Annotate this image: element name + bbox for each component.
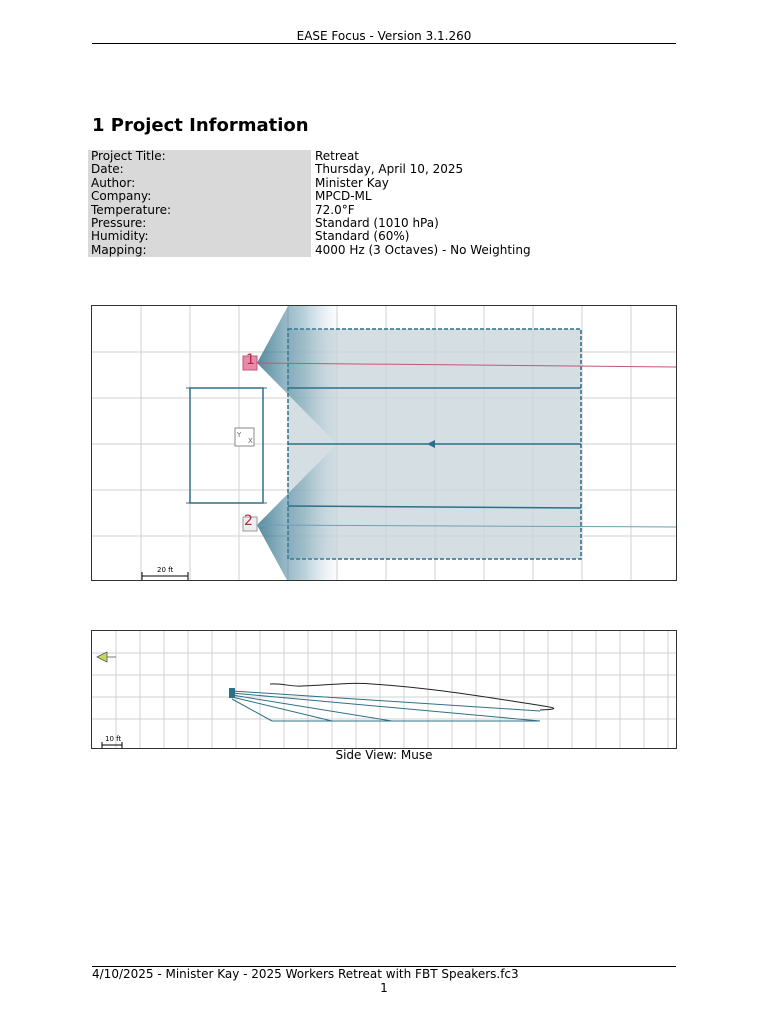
info-label: Temperature: bbox=[88, 204, 311, 217]
side-scale-label: 10 ft bbox=[105, 735, 122, 743]
info-value: MPCD-ML bbox=[315, 189, 372, 204]
plan-view-svg bbox=[92, 306, 677, 581]
info-row bbox=[88, 163, 676, 176]
project-info-table bbox=[88, 150, 676, 257]
speaker-2-label: 2 bbox=[244, 513, 253, 529]
info-row bbox=[88, 230, 676, 243]
axis-y-label: Y bbox=[237, 431, 242, 439]
info-row bbox=[88, 217, 676, 230]
info-label: Pressure: bbox=[88, 217, 311, 230]
info-value: 4000 Hz (3 Octaves) - No Weighting bbox=[315, 242, 531, 257]
info-label: Project Title: bbox=[88, 150, 311, 163]
speaker-rays bbox=[232, 691, 540, 721]
info-value: 72.0°F bbox=[315, 202, 355, 217]
header-rule bbox=[92, 43, 676, 44]
axis-x-label: X bbox=[248, 437, 253, 445]
footer-text: 4/10/2025 - Minister Kay - 2025 Workers Retreat with FBT Speakers.fc3 bbox=[92, 967, 519, 981]
info-label: Humidity: bbox=[88, 230, 311, 243]
info-value: Standard (60%) bbox=[315, 229, 410, 244]
speaker-1-label: 1 bbox=[246, 352, 255, 368]
page-number: 1 bbox=[380, 981, 388, 995]
stage-corner-ticks bbox=[186, 388, 267, 503]
info-label: Author: bbox=[88, 177, 311, 190]
info-label: Company: bbox=[88, 190, 311, 203]
scale-label: 20 ft bbox=[157, 566, 174, 574]
info-value: Minister Kay bbox=[315, 175, 389, 190]
grid bbox=[92, 631, 677, 749]
info-row bbox=[88, 177, 676, 190]
info-value: Thursday, April 10, 2025 bbox=[315, 162, 464, 177]
info-row bbox=[88, 244, 676, 257]
side-view-svg bbox=[92, 631, 677, 749]
plan-view-diagram bbox=[91, 305, 677, 581]
info-value: Standard (1010 hPa) bbox=[315, 216, 439, 231]
info-label: Mapping: bbox=[88, 244, 311, 257]
info-row bbox=[88, 190, 676, 203]
side-view-diagram bbox=[91, 630, 677, 749]
info-row bbox=[88, 150, 676, 163]
info-row bbox=[88, 204, 676, 217]
speaker-side bbox=[229, 688, 235, 698]
section-title: 1 Project Information bbox=[92, 115, 309, 136]
side-view-caption: Side View: Muse bbox=[335, 748, 433, 762]
page-header: EASE Focus - Version 3.1.260 bbox=[296, 29, 472, 43]
origin-axis-icon bbox=[235, 428, 254, 446]
info-value: Retreat bbox=[315, 149, 359, 163]
info-label: Date: bbox=[88, 163, 311, 176]
